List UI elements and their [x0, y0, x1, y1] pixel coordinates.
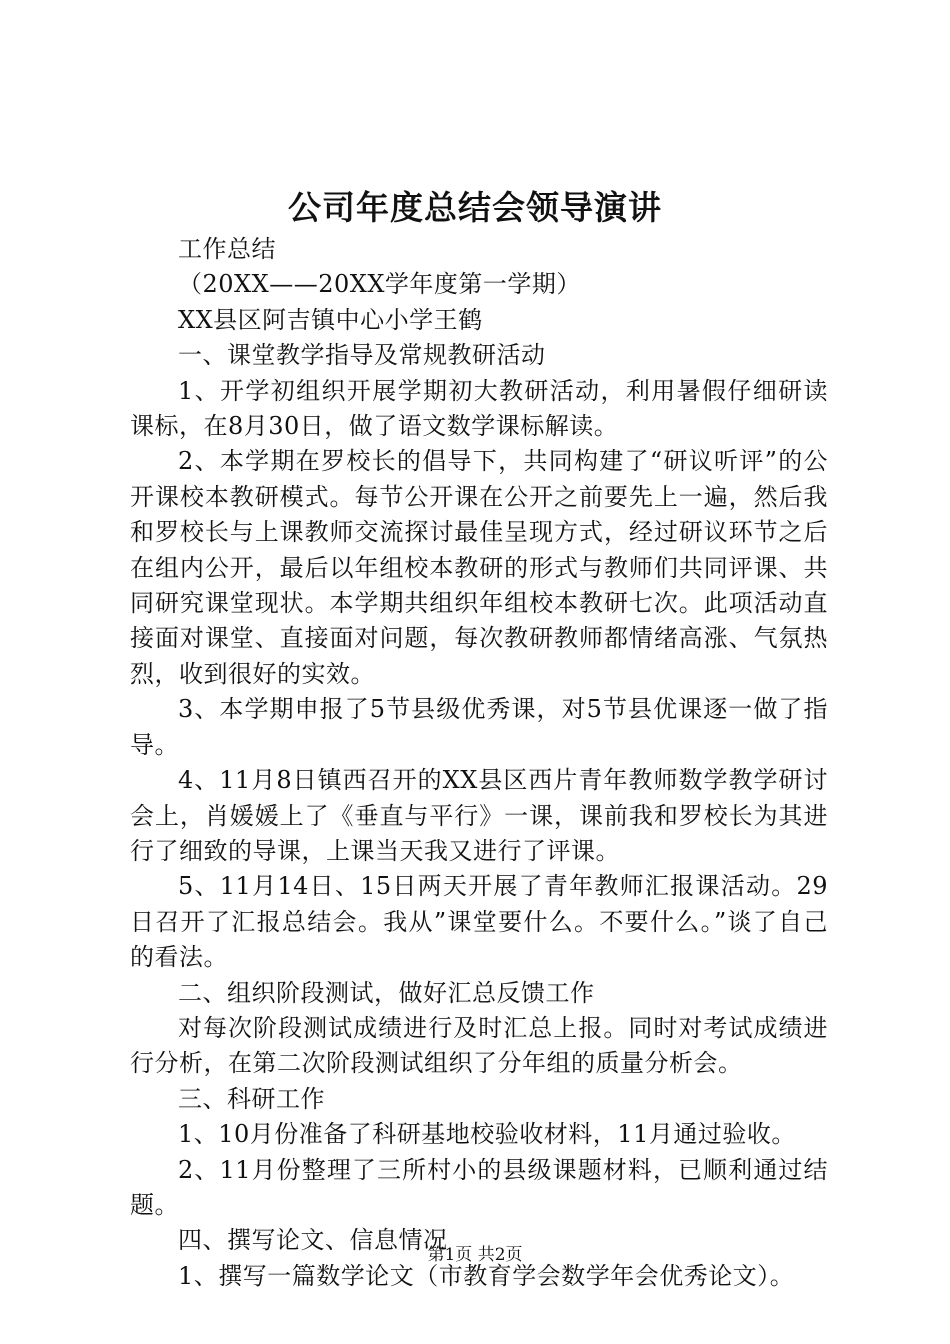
paragraph: 5、11月14日、15日两天开展了青年教师汇报课活动。29日召开了汇报总结会。我从”课堂要什么。不要什么。”谈了自己的看法。	[130, 872, 828, 972]
document-title: 公司年度总结会领导演讲	[288, 188, 662, 227]
paragraph: 2、11月份整理了三所村小的县级课题材料，已顺利通过结题。	[130, 1155, 828, 1219]
paragraph: 1、10月份准备了科研基地校验收材料，11月通过验收。	[178, 1120, 796, 1149]
paragraph: （20XX——20XX学年度第一学期）	[178, 270, 581, 299]
paragraph: 1、开学初组织开展学期初大教研活动，利用暑假仔细研读课标，在8月30日，做了语文数学课标解读。	[130, 376, 828, 441]
page-number-footer: 第1页 共2页	[427, 1245, 523, 1265]
paragraph: XX县区阿吉镇中心小学王鹤	[178, 305, 483, 334]
paragraph: 3、本学期申报了5节县级优秀课，对5节县优课逐一做了指导。	[130, 695, 828, 759]
section-heading: 一、课堂教学指导及常规教研活动	[178, 341, 546, 370]
paragraph: 2、本学期在罗校长的倡导下，共同构建了“研议听评”的公开课校本教研模式。每节公开课在公开之前要先上一遍，然后我和罗校长与上课教师交流探讨最佳呈现方式，经过研议环节之后在组内公开，最后以年组校本教研的形式与教师们共同评课、共同研究课堂现状。本学期共组织年组校本教研七次。此项活动直接面对课堂、直接面对问题，每次教研教师都情绪高涨、气氛热烈，收到很好的实效。	[130, 447, 828, 688]
paragraph: 工作总结	[178, 235, 276, 263]
document-body	[130, 232, 828, 1294]
paragraph: 1、撰写一篇数学论文（市教育学会数学年会优秀论文）。	[178, 1261, 795, 1290]
section-heading: 三、科研工作	[178, 1084, 325, 1113]
section-heading: 二、组织阶段测试，做好汇总反馈工作	[178, 978, 595, 1007]
paragraph: 对每次阶段测试成绩进行及时汇总上报。同时对考试成绩进行分析，在第二次阶段测试组织了分年组的质量分析会。	[130, 1013, 828, 1078]
section-heading: 四、撰写论文、信息情况	[178, 1226, 448, 1255]
paragraph: 4、11月8日镇西召开的XX县区西片青年教师数学教学研讨会上，肖媛媛上了《垂直与平行》一课，课前我和罗校长为其进行了细致的导课，上课当天我又进行了评课。	[130, 766, 828, 865]
